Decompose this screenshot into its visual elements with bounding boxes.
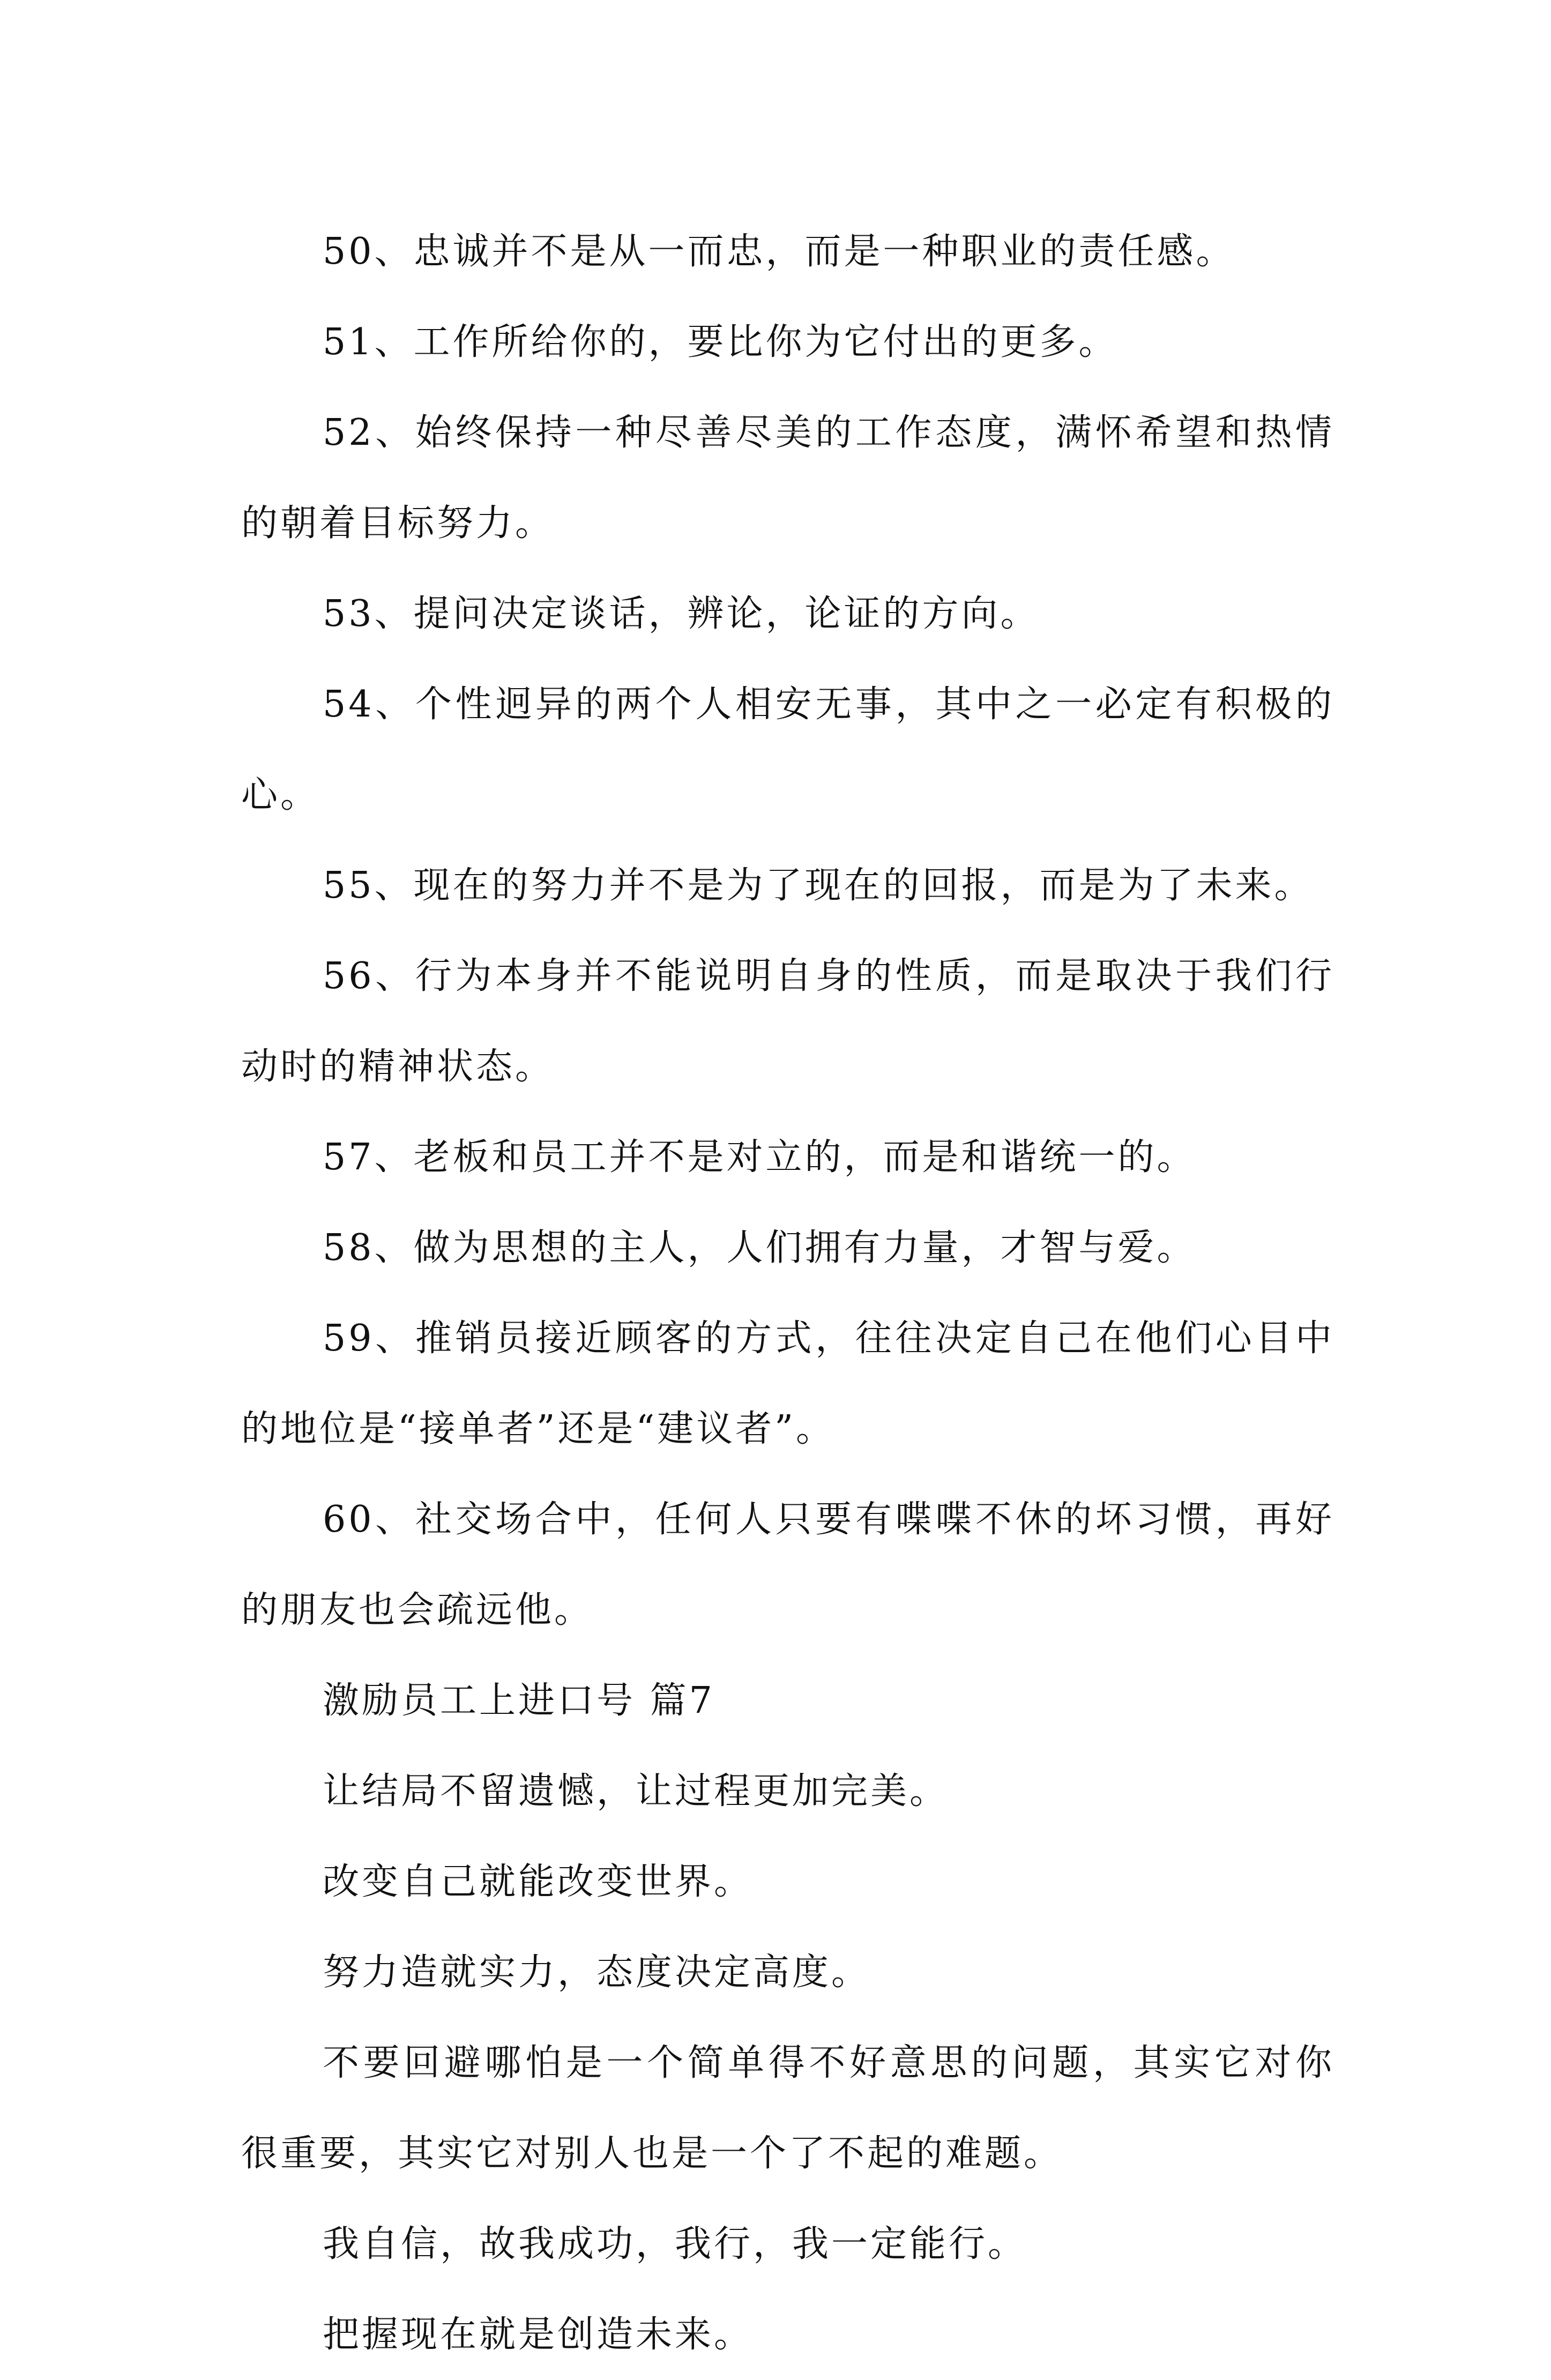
slogan-item: 让结局不留遗憾，让过程更加完美。 xyxy=(323,1770,949,1812)
quote-54: 54、个性迥异的两个人相安无事，其中之一必定有积极的心。 xyxy=(241,683,1334,816)
slogan-item: 不要回避哪怕是一个简单得不好意思的问题，其实它对你很重要，其实它对别人也是一个了不起的难题。 xyxy=(241,2042,1334,2175)
quote-57: 57、老板和员工并不是对立的，而是和谐统一的。 xyxy=(323,1136,1196,1178)
slogan-item: 我自信，故我成功，我行，我一定能行。 xyxy=(323,2223,1027,2265)
document-page xyxy=(241,206,1334,2380)
slogan-item: 改变自己就能改变世界。 xyxy=(323,1861,754,1903)
slogan-item: 努力造就实力，态度决定高度。 xyxy=(323,1951,871,1994)
quote-51: 51、工作所给你的，要比你为它付出的更多。 xyxy=(323,321,1118,363)
quote-60: 60、社交场合中，任何人只要有喋喋不休的坏习惯，再好的朋友也会疏远他。 xyxy=(241,1498,1334,1631)
quote-59: 59、推销员接近顾客的方式，往往决定自己在他们心目中的地位是“接单者”还是“建议者”。 xyxy=(241,1317,1334,1450)
section-heading: 激励员工上进口号 篇7 xyxy=(323,1680,715,1722)
quote-56: 56、行为本身并不能说明自身的性质，而是取决于我们行动时的精神状态。 xyxy=(241,955,1334,1088)
quote-52: 52、始终保持一种尽善尽美的工作态度，满怀希望和热情的朝着目标努力。 xyxy=(241,412,1334,544)
quote-50: 50、忠诚并不是从一而忠，而是一种职业的责任感。 xyxy=(323,230,1235,273)
quote-58: 58、做为思想的主人，人们拥有力量，才智与爱。 xyxy=(323,1227,1196,1269)
quote-53: 53、提问决定谈话，辨论，论证的方向。 xyxy=(323,593,1040,635)
quote-55: 55、现在的努力并不是为了现在的回报，而是为了未来。 xyxy=(323,864,1314,907)
slogan-item: 把握现在就是创造未来。 xyxy=(323,2314,754,2356)
